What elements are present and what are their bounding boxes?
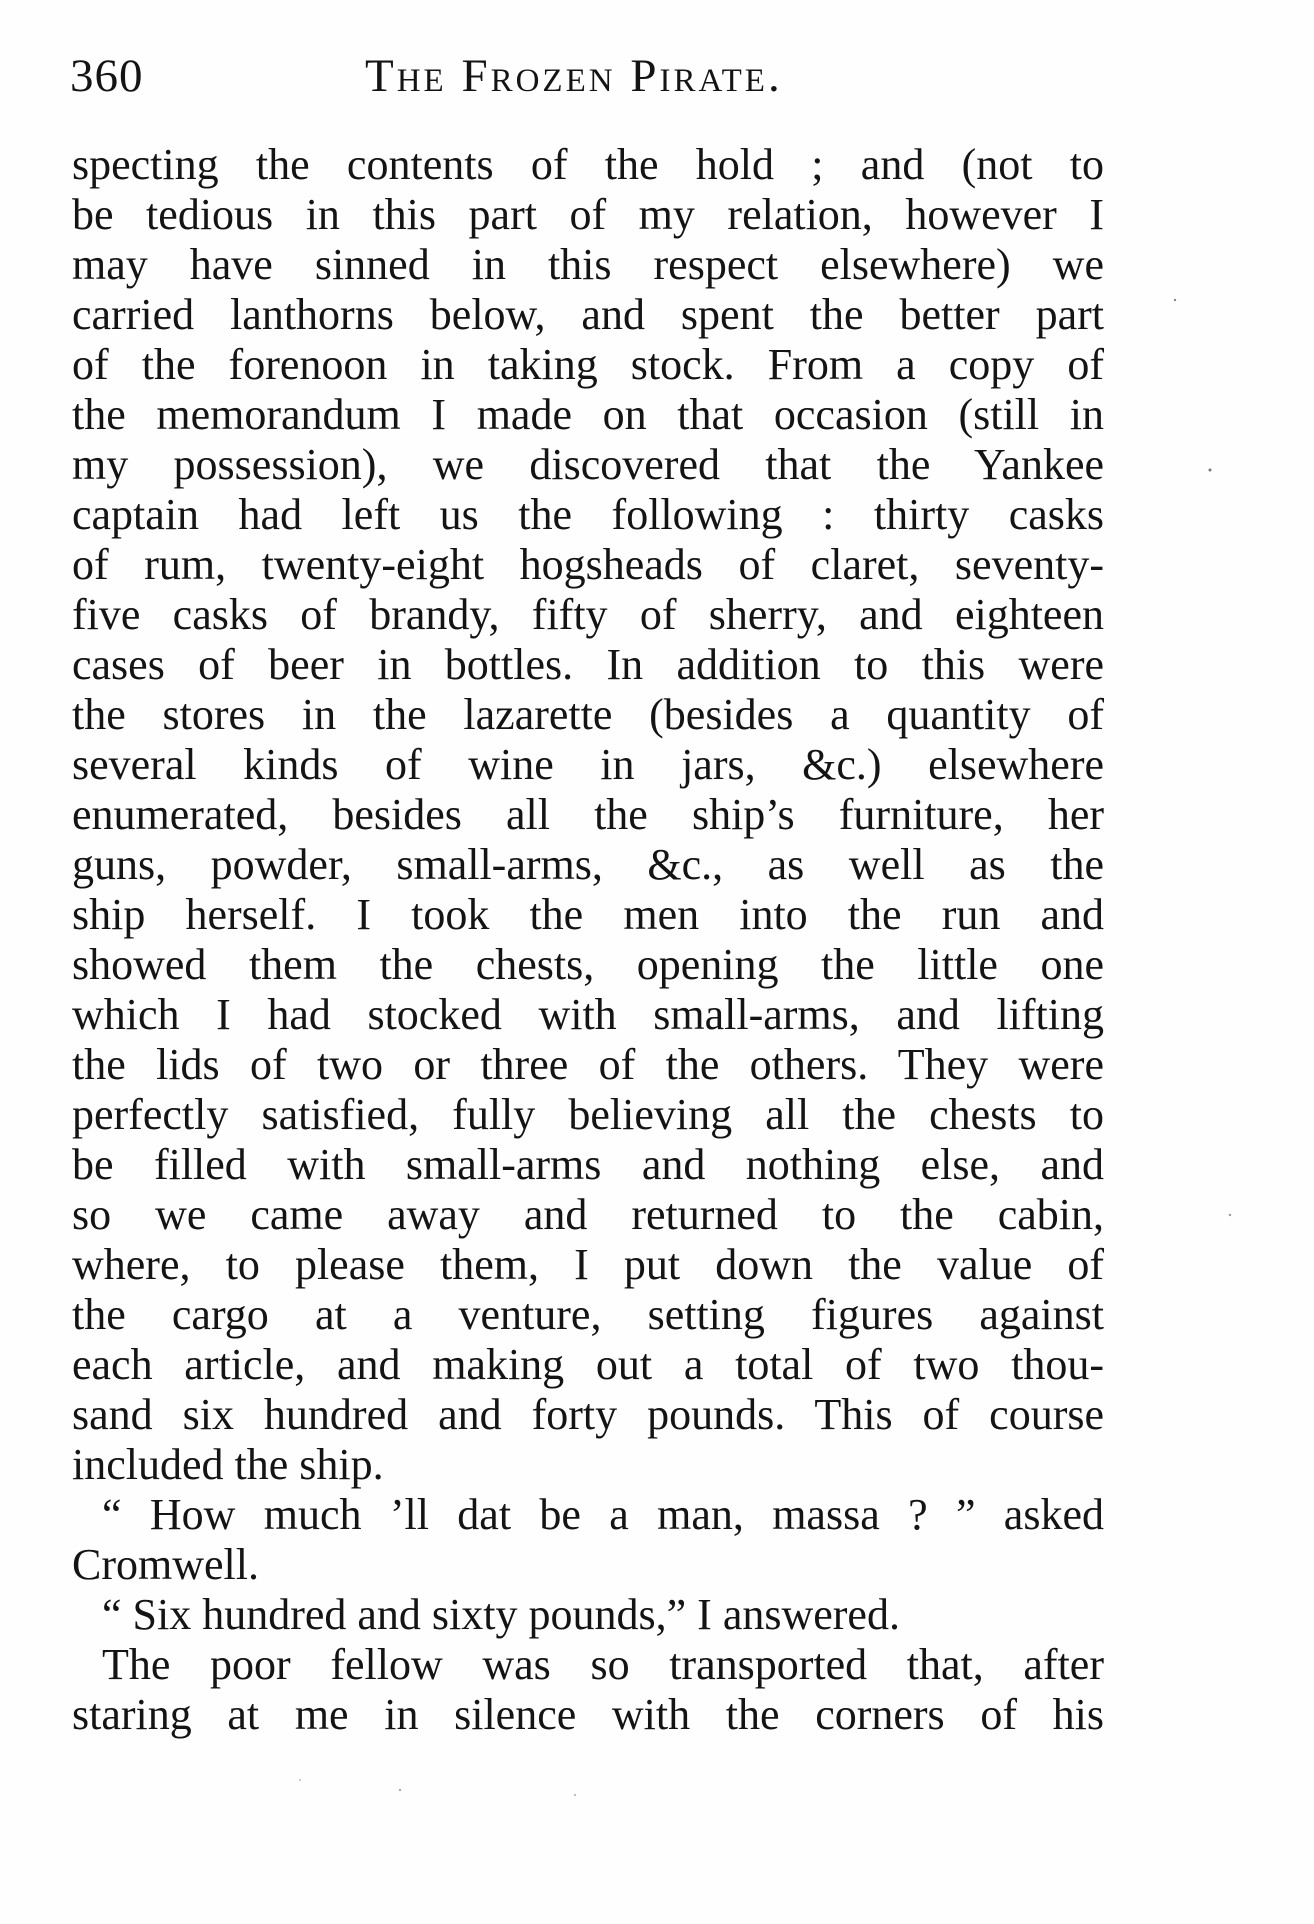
- text-line: captain had left us the following : thirty casks: [72, 490, 1104, 539]
- body-text: [72, 140, 1104, 1740]
- text-line: specting the contents of the hold ; and (not to: [72, 140, 1104, 189]
- text-line: which I had stocked with small-arms, and lifting: [72, 990, 1104, 1039]
- text-line: included the ship.: [72, 1440, 384, 1489]
- text-line: showed them the chests, opening the little one: [72, 940, 1104, 989]
- text-line: guns, powder, small-arms, &c., as well as the: [72, 840, 1104, 889]
- running-title: The Frozen Pirate.: [365, 50, 783, 102]
- text-line: the cargo at a venture, setting figures against: [72, 1290, 1104, 1339]
- text-line: perfectly satisfied, fully believing all the chests to: [72, 1090, 1104, 1139]
- text-line: The poor fellow was so transported that, after: [102, 1640, 1104, 1689]
- text-line: of rum, twenty-eight hogsheads of claret, seventy-: [72, 540, 1104, 589]
- text-line: sand six hundred and forty pounds. This of course: [72, 1390, 1104, 1439]
- text-line: several kinds of wine in jars, &c.) elsewhere: [72, 740, 1104, 789]
- text-line: each article, and making out a total of two thou-: [72, 1340, 1104, 1389]
- text-line: “ Six hundred and sixty pounds,” I answered.: [102, 1590, 900, 1639]
- text-line: staring at me in silence with the corners of his: [72, 1690, 1104, 1739]
- text-line: Cromwell.: [72, 1540, 259, 1589]
- text-line: five casks of brandy, fifty of sherry, and eighteen: [72, 590, 1104, 639]
- text-line: be filled with small-arms and nothing else, and: [72, 1140, 1104, 1189]
- text-line: the stores in the lazarette (besides a quantity of: [72, 690, 1104, 739]
- text-line: so we came away and returned to the cabin,: [72, 1190, 1104, 1239]
- text-line: be tedious in this part of my relation, however I: [72, 190, 1104, 239]
- running-head: [70, 46, 1102, 106]
- page-number: 360: [70, 50, 144, 102]
- text-line: cases of beer in bottles. In addition to this were: [72, 640, 1104, 689]
- text-line: my possession), we discovered that the Yankee: [72, 440, 1104, 489]
- text-line: may have sinned in this respect elsewhere) we: [72, 240, 1104, 289]
- text-line: carried lanthorns below, and spent the better part: [72, 290, 1104, 339]
- text-line: the lids of two or three of the others. They were: [72, 1040, 1104, 1089]
- text-line: enumerated, besides all the ship’s furniture, her: [72, 790, 1104, 839]
- text-line: of the forenoon in taking stock. From a copy of: [72, 340, 1104, 389]
- text-line: ship herself. I took the men into the run and: [72, 890, 1104, 939]
- text-line: the memorandum I made on that occasion (still in: [72, 390, 1104, 439]
- text-line: “ How much ’ll dat be a man, massa ? ” asked: [102, 1490, 1104, 1539]
- text-line: where, to please them, I put down the value of: [72, 1240, 1104, 1289]
